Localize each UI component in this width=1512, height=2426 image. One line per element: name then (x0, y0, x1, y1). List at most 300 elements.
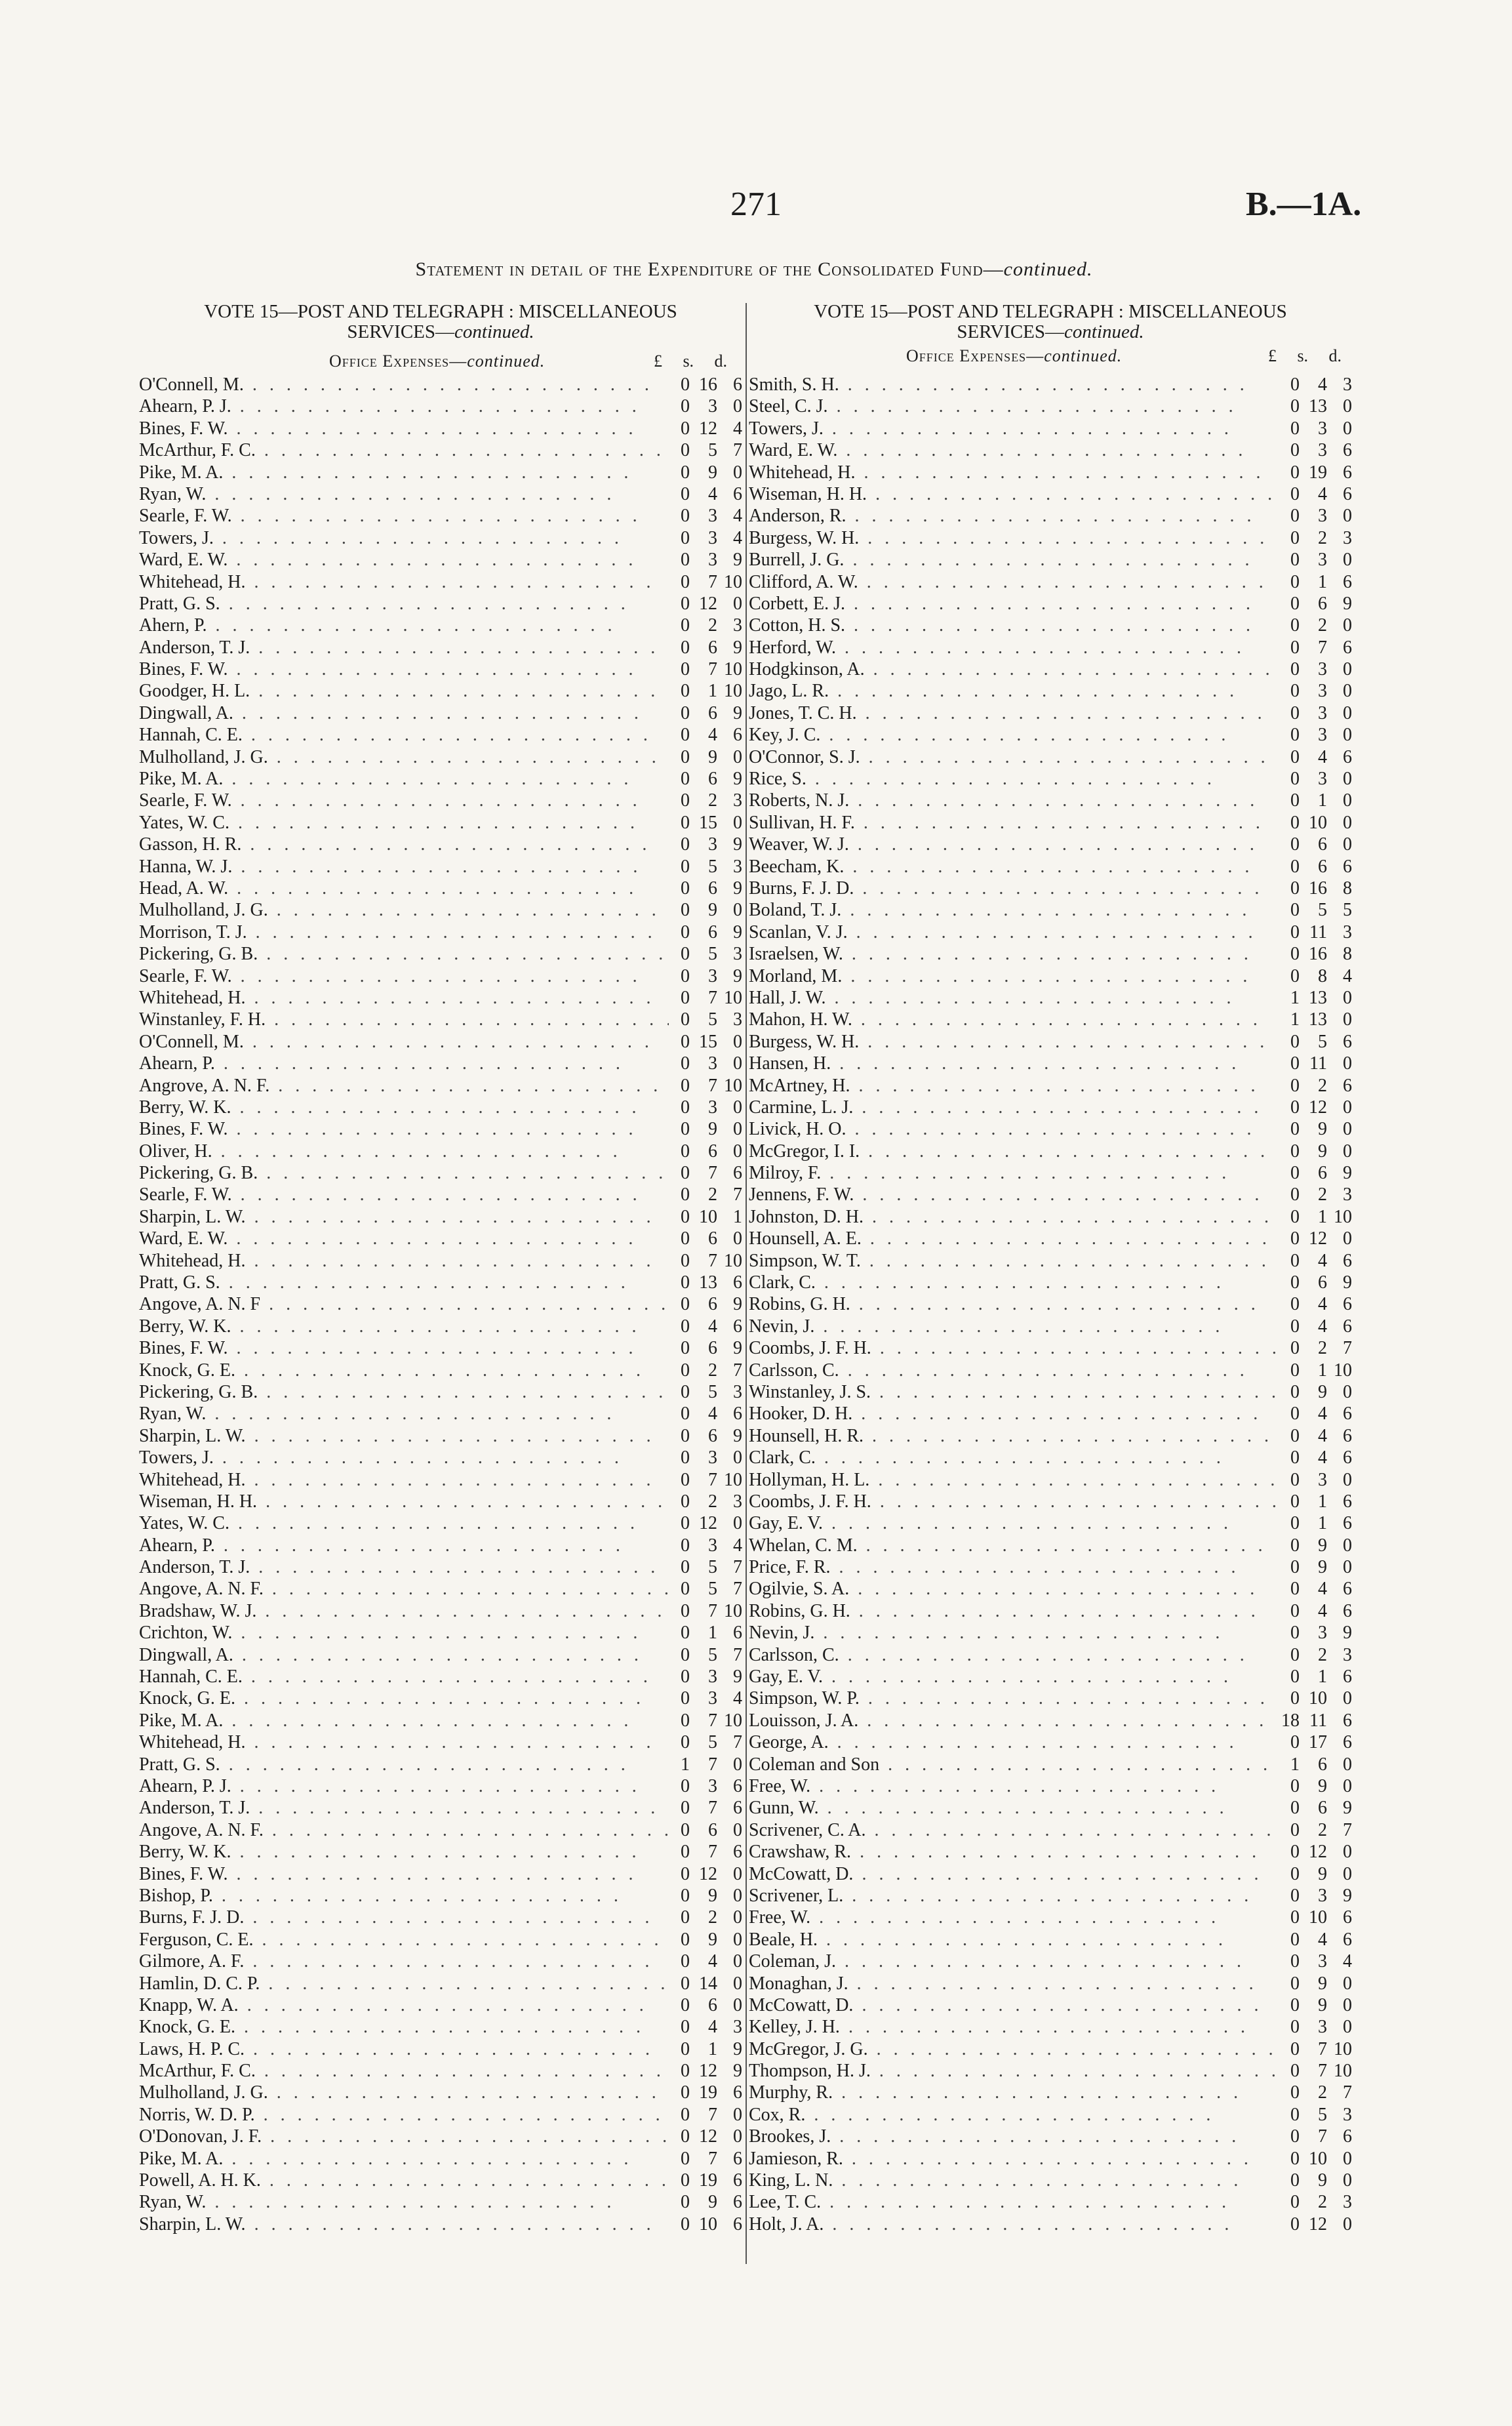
expense-row (749, 702, 1352, 724)
amount-shillings: 3 (1318, 440, 1327, 461)
payee-name: Carlsson, C. . . (749, 1360, 1279, 1381)
amount (1279, 593, 1352, 615)
amount-pence: 0 (1343, 1381, 1352, 1402)
vote-title-services: SERVICES— (347, 321, 455, 342)
amount (669, 1162, 742, 1184)
expense-row (749, 1600, 1352, 1622)
amount (1279, 549, 1352, 571)
amount (1279, 1381, 1352, 1403)
amount-pence: 6 (733, 1163, 742, 1184)
amount-shillings: 10 (699, 1206, 717, 1227)
amount-pence: 0 (733, 1053, 742, 1074)
amount-pounds: 0 (681, 1842, 690, 1863)
amount-pence: 6 (1343, 746, 1352, 767)
payee-name: Brookes, J. . . (749, 2126, 1279, 2147)
payee-name: Roberts, N. J. . . (749, 790, 1279, 811)
amount-pounds: 0 (1290, 615, 1300, 636)
amount (669, 2191, 742, 2213)
expense-row (749, 1819, 1352, 1841)
amount-shillings: 6 (708, 1141, 717, 1162)
amount-pounds: 0 (1290, 1469, 1300, 1490)
amount-pence: 6 (733, 1404, 742, 1425)
amount-pence: 0 (733, 900, 742, 921)
amount-shillings: 9 (708, 1119, 717, 1140)
expense-row (139, 1907, 742, 1928)
amount (1279, 1731, 1352, 1753)
expense-row (749, 987, 1352, 1009)
payee-name: Searle, F. W. . . (139, 1184, 669, 1205)
amount-pence: 3 (733, 790, 742, 811)
expense-row (139, 1754, 742, 1775)
expense-row (139, 1381, 742, 1403)
expense-row (139, 483, 742, 505)
amount (1279, 1469, 1352, 1491)
payee-name: Nevin, J. . . (749, 1622, 1279, 1644)
amount (1279, 2148, 1352, 2170)
amount-shillings: 12 (699, 418, 717, 439)
expense-row (749, 878, 1352, 899)
amount-pence: 6 (1343, 1600, 1352, 1621)
amount-pence: 10 (724, 1710, 742, 1731)
amount-shillings: 13 (1309, 396, 1327, 417)
payee-name: Hodgkinson, A. . . (749, 658, 1279, 680)
expense-row (139, 1644, 742, 1666)
amount-shillings: 16 (1309, 944, 1327, 965)
amount-shillings: 11 (1309, 1710, 1327, 1731)
amount-shillings: 12 (699, 1513, 717, 1534)
expense-row (139, 1491, 742, 1512)
amount-pounds: 0 (681, 462, 690, 483)
amount-pence: 0 (1343, 1228, 1352, 1249)
expense-row (749, 1053, 1352, 1074)
amount-pounds: 0 (681, 1644, 690, 1665)
amount-shillings: 12 (1309, 1228, 1327, 1249)
expense-row (749, 1469, 1352, 1491)
amount (1279, 1425, 1352, 1447)
amount-pence: 3 (1343, 2192, 1352, 2213)
amount-pounds: 0 (1290, 812, 1300, 833)
payee-name: Knock, G. E. . . (139, 1688, 669, 1709)
amount (669, 1929, 742, 1951)
amount (1279, 1316, 1352, 1337)
amount-pence: 9 (733, 1667, 742, 1688)
amount-pounds: 0 (1290, 702, 1300, 723)
payee-name: Mulholland, J. G. . . (139, 746, 669, 768)
amount-pence: 9 (1343, 1798, 1352, 1819)
amount-shillings: 3 (1318, 1885, 1327, 1906)
amount-pounds: 0 (681, 550, 690, 571)
amount-shillings: 6 (708, 1228, 717, 1249)
amount-pence: 10 (724, 659, 742, 680)
amount-pounds: 0 (1290, 1228, 1300, 1249)
amount-pence: 6 (733, 2082, 742, 2103)
payee-name: Searle, F. W. . . (139, 505, 669, 527)
payee-name: Simpson, W. T. . . (749, 1250, 1279, 1272)
vote-title-continued: continued. (454, 321, 534, 342)
amount-shillings: 19 (1309, 462, 1327, 483)
amount-pence: 10 (1334, 2038, 1352, 2059)
expense-row (139, 1031, 742, 1053)
amount-shillings: 6 (1318, 1163, 1327, 1184)
amount-pence: 6 (733, 2192, 742, 2213)
amount (669, 899, 742, 921)
expense-row (139, 1053, 742, 1074)
amount-pounds: 0 (1290, 1119, 1300, 1140)
payee-name: Burgess, W. H. . . (749, 1031, 1279, 1053)
amount (1279, 658, 1352, 680)
payee-name: Winstanley, J. S. . . (749, 1381, 1279, 1403)
amount (669, 2060, 742, 2082)
amount-pounds: 0 (681, 1491, 690, 1512)
amount-pounds: 0 (681, 1732, 690, 1753)
amount (669, 2148, 742, 2170)
amount-pounds: 0 (681, 878, 690, 899)
amount-pence: 0 (1343, 702, 1352, 723)
amount-shillings: 1 (1318, 790, 1327, 811)
amount-pounds: 0 (1290, 396, 1300, 417)
amount-shillings: 7 (708, 1075, 717, 1096)
payee-name: Whitehead, H. . . (139, 571, 669, 593)
payee-name: Anderson, R. . . (749, 505, 1279, 527)
amount (669, 1053, 742, 1074)
amount-shillings: 6 (708, 702, 717, 723)
amount-pence: 4 (733, 506, 742, 527)
left-expense-list (139, 374, 742, 2235)
amount-pence: 0 (733, 593, 742, 614)
amount-shillings: 4 (1318, 483, 1327, 504)
payee-name: Winstanley, F. H. . . (139, 1009, 669, 1030)
amount-pounds: 0 (1290, 1667, 1300, 1688)
amount-pounds: 0 (1290, 1579, 1300, 1600)
right-expense-list (749, 374, 1352, 2235)
amount-pence: 0 (1343, 1141, 1352, 1162)
amount (1279, 2060, 1352, 2082)
expense-row (749, 2170, 1352, 2191)
vote-title-line1: VOTE 15—POST AND TELEGRAPH : MISCELLANEOUS (204, 301, 677, 322)
amount-pence: 9 (733, 2061, 742, 2082)
amount-shillings: 4 (1318, 1600, 1327, 1621)
amount-shillings: 2 (1318, 1819, 1327, 1840)
payee-name: Morland, M. . . (749, 965, 1279, 987)
amount (1279, 615, 1352, 636)
amount (669, 790, 742, 811)
expense-row (139, 1666, 742, 1688)
expense-row (749, 790, 1352, 811)
amount (1279, 790, 1352, 811)
amount-pounds: 0 (681, 769, 690, 790)
amount-pence: 0 (1343, 418, 1352, 439)
amount (1279, 856, 1352, 878)
amount-shillings: 3 (1318, 506, 1327, 527)
amount (1279, 2126, 1352, 2147)
amount-shillings: 9 (1318, 1557, 1327, 1578)
expense-row (139, 702, 742, 724)
amount-pence: 0 (733, 462, 742, 483)
amount-shillings: 1 (708, 2038, 717, 2059)
expense-row (139, 374, 742, 395)
amount-shillings: 3 (1318, 769, 1327, 790)
payee-name: Angove, A. N. F. . . (139, 1578, 669, 1600)
amount-shillings: 4 (1318, 1294, 1327, 1315)
expense-row (749, 1141, 1352, 1162)
vote-title-services: SERVICES— (957, 321, 1065, 342)
amount (669, 746, 742, 768)
amount (669, 593, 742, 615)
amount-pounds: 0 (681, 527, 690, 548)
amount-pence: 9 (1343, 1163, 1352, 1184)
amount (1279, 1206, 1352, 1228)
amount-pounds: 0 (681, 1688, 690, 1709)
expense-row (139, 921, 742, 943)
amount (1279, 418, 1352, 439)
amount (1279, 1118, 1352, 1140)
payee-name: Pike, M. A. . . (139, 768, 669, 790)
amount-pounds: 0 (681, 834, 690, 855)
amount-pence: 0 (733, 746, 742, 767)
amount-pounds: 0 (681, 1798, 690, 1819)
amount-pounds: 0 (1290, 1425, 1300, 1446)
payee-name: Pike, M. A. . . (139, 1710, 669, 1731)
amount-pence: 9 (733, 1425, 742, 1446)
amount (669, 834, 742, 855)
payee-name: Searle, F. W. . . (139, 790, 669, 811)
amount-shillings: 4 (708, 725, 717, 746)
payee-name: Angrove, A. N. F. . . (139, 1075, 669, 1097)
amount (1279, 1973, 1352, 1994)
payee-name: Mahon, H. W. . . (749, 1009, 1279, 1030)
amount (1279, 1797, 1352, 1819)
payee-name: Kelley, J. H. . . (749, 2016, 1279, 2038)
amount-pounds: 0 (1290, 1885, 1300, 1906)
unit-pence: d. (1328, 346, 1342, 365)
amount (669, 1578, 742, 1600)
amount-pounds: 0 (681, 790, 690, 811)
amount-pence: 0 (1343, 834, 1352, 855)
payee-name: Jago, L. R. . . (749, 680, 1279, 702)
amount-pounds: 0 (681, 1819, 690, 1840)
amount-pounds: 0 (1290, 1163, 1300, 1184)
payee-name: Burgess, W. H. . . (749, 527, 1279, 549)
amount-pence: 0 (1343, 681, 1352, 702)
expense-row (139, 2170, 742, 2191)
expense-row (139, 1075, 742, 1097)
amount-shillings: 5 (708, 1381, 717, 1402)
amount-pence: 6 (733, 2170, 742, 2191)
amount-pounds: 0 (681, 1885, 690, 1906)
payee-name: Bines, F. W. . . (139, 1863, 669, 1885)
payee-name: Clifford, A. W. . . (749, 571, 1279, 593)
payee-name: O'Donovan, J. F. . . (139, 2126, 669, 2147)
expense-row (139, 1775, 742, 1797)
amount-shillings: 6 (708, 769, 717, 790)
amount-pence: 0 (733, 1973, 742, 1994)
amount-pounds: 0 (1290, 1513, 1300, 1534)
amount-pounds: 0 (681, 483, 690, 504)
expense-row (139, 1731, 742, 1753)
amount-pence: 10 (1334, 1360, 1352, 1381)
amount-pounds: 0 (681, 1075, 690, 1096)
amount-pounds: 0 (681, 506, 690, 527)
amount-pounds: 0 (1290, 571, 1300, 592)
amount-shillings: 9 (708, 2192, 717, 2213)
amount-pounds: 0 (1290, 2104, 1300, 2125)
subheading-text: Office Expenses— (329, 352, 468, 371)
payee-name: Hounsell, H. R. . . (749, 1425, 1279, 1447)
amount-shillings: 6 (708, 1994, 717, 2015)
amount (1279, 878, 1352, 899)
amount-pounds: 0 (681, 1776, 690, 1796)
amount-pence: 10 (1334, 1206, 1352, 1227)
amount (1279, 768, 1352, 790)
payee-name: Cotton, H. S. . . (749, 615, 1279, 636)
expense-row (139, 439, 742, 461)
amount-shillings: 7 (708, 1163, 717, 1184)
expense-row (139, 593, 742, 615)
expense-row (749, 1162, 1352, 1184)
amount (1279, 2170, 1352, 2191)
amount (1279, 899, 1352, 921)
amount-pence: 0 (1343, 1053, 1352, 1074)
payee-name: Whitehead, H. . . (139, 1250, 669, 1272)
expense-row (749, 1184, 1352, 1205)
expense-row (749, 1403, 1352, 1425)
amount-shillings: 4 (1318, 1425, 1327, 1446)
payee-name: Gilmore, A. F. . . (139, 1951, 669, 1972)
amount-pence: 0 (733, 396, 742, 417)
vote-title-right (749, 302, 1352, 342)
amount-pence: 9 (1343, 1272, 1352, 1293)
amount (1279, 2038, 1352, 2060)
payee-name: Burrell, J. G. . . (749, 549, 1279, 571)
amount-pounds: 0 (1290, 462, 1300, 483)
payee-name: Dingwall, A. . . (139, 702, 669, 724)
amount-pounds: 0 (681, 2038, 690, 2059)
expense-row (139, 2104, 742, 2126)
amount-pounds: 0 (681, 571, 690, 592)
amount (669, 395, 742, 417)
expense-row (139, 1535, 742, 1556)
amount-pounds: 0 (1290, 2061, 1300, 2082)
amount (669, 856, 742, 878)
amount-shillings: 3 (708, 1688, 717, 1709)
amount-shillings: 13 (1309, 1009, 1327, 1030)
payee-name: Mulholland, J. G. . . (139, 2082, 669, 2103)
amount-pence: 0 (1343, 506, 1352, 527)
expense-row (139, 878, 742, 899)
amount-shillings: 2 (708, 1184, 717, 1205)
payee-name: Hollyman, H. L. . . (749, 1469, 1279, 1491)
amount (1279, 505, 1352, 527)
statement-heading-continued: continued. (1003, 258, 1093, 280)
amount-pounds: 0 (1290, 1294, 1300, 1315)
amount-shillings: 3 (708, 1667, 717, 1688)
expense-row (749, 1337, 1352, 1359)
amount (1279, 702, 1352, 724)
amount-shillings: 1 (1318, 1513, 1327, 1534)
amount-pence: 0 (1343, 1535, 1352, 1556)
expense-row (139, 1863, 742, 1885)
expense-row (749, 1316, 1352, 1337)
amount-shillings: 5 (708, 1732, 717, 1753)
amount-shillings: 9 (1318, 2170, 1327, 2191)
expense-row (749, 2016, 1352, 2038)
expense-row (749, 1710, 1352, 1731)
payee-name: Berry, W. K. . . (139, 1097, 669, 1118)
amount (1279, 1929, 1352, 1951)
amount-shillings: 11 (1309, 921, 1327, 942)
expense-row (749, 462, 1352, 483)
amount-shillings: 1 (708, 1623, 717, 1644)
amount-pence: 0 (1343, 1842, 1352, 1863)
amount-shillings: 2 (708, 790, 717, 811)
payee-name: Ryan, W. . . (139, 1403, 669, 1425)
subheading-left (329, 352, 545, 371)
amount-pence: 6 (1343, 1447, 1352, 1468)
amount-shillings: 6 (708, 1294, 717, 1315)
amount-shillings: 2 (708, 1907, 717, 1928)
amount-pounds: 0 (681, 374, 690, 395)
amount (669, 1797, 742, 1819)
expense-row (749, 834, 1352, 855)
amount-pounds: 0 (681, 746, 690, 767)
amount-shillings: 12 (1309, 1097, 1327, 1118)
amount-shillings: 17 (1309, 1732, 1327, 1753)
amount-shillings: 4 (1318, 1404, 1327, 1425)
payee-name: Holt, J. A. . . (749, 2214, 1279, 2235)
payee-name: Bines, F. W. . . (139, 1118, 669, 1140)
amount-pence: 0 (733, 2104, 742, 2125)
payee-name: Coleman, J. . . (749, 1951, 1279, 1972)
payee-name: Pike, M. A. . . (139, 2148, 669, 2170)
expense-row (139, 987, 742, 1009)
amount-pounds: 0 (1290, 418, 1300, 439)
amount-pence: 0 (1343, 2214, 1352, 2234)
amount-pounds: 0 (681, 1338, 690, 1359)
amount (1279, 746, 1352, 768)
amount-pounds: 0 (681, 965, 690, 986)
amount-pence: 3 (733, 615, 742, 636)
amount-pence: 3 (733, 856, 742, 877)
amount-pence: 6 (1343, 1710, 1352, 1731)
expense-row (139, 1097, 742, 1118)
amount-pence: 6 (733, 1623, 742, 1644)
amount-shillings: 2 (1318, 1184, 1327, 1205)
payee-name: Carmine, L. J. . . (749, 1097, 1279, 1118)
amount-pounds: 0 (681, 921, 690, 942)
amount-shillings: 19 (699, 2082, 717, 2103)
amount-pounds: 0 (1290, 1776, 1300, 1796)
page-number: 271 (730, 186, 782, 223)
payee-name: Yates, W. C. . . (139, 812, 669, 834)
amount-pounds: 0 (681, 2192, 690, 2213)
payee-name: Anderson, T. J. . . (139, 1556, 669, 1578)
amount-shillings: 6 (1318, 1272, 1327, 1293)
amount-pounds: 0 (1290, 440, 1300, 461)
payee-name: Ward, E. W. . . (139, 1228, 669, 1249)
payee-name: Dingwall, A. . . (139, 1644, 669, 1666)
amount-shillings: 5 (708, 944, 717, 965)
amount (669, 1272, 742, 1293)
amount (1279, 1666, 1352, 1688)
amount-pence: 6 (733, 1776, 742, 1796)
amount-shillings: 7 (708, 987, 717, 1008)
expense-row (749, 856, 1352, 878)
amount-pence: 0 (733, 1141, 742, 1162)
expense-row (139, 1228, 742, 1249)
amount-pence: 3 (1343, 2104, 1352, 2125)
amount-pounds: 0 (681, 1360, 690, 1381)
payee-name: Oliver, H. . . (139, 1141, 669, 1162)
